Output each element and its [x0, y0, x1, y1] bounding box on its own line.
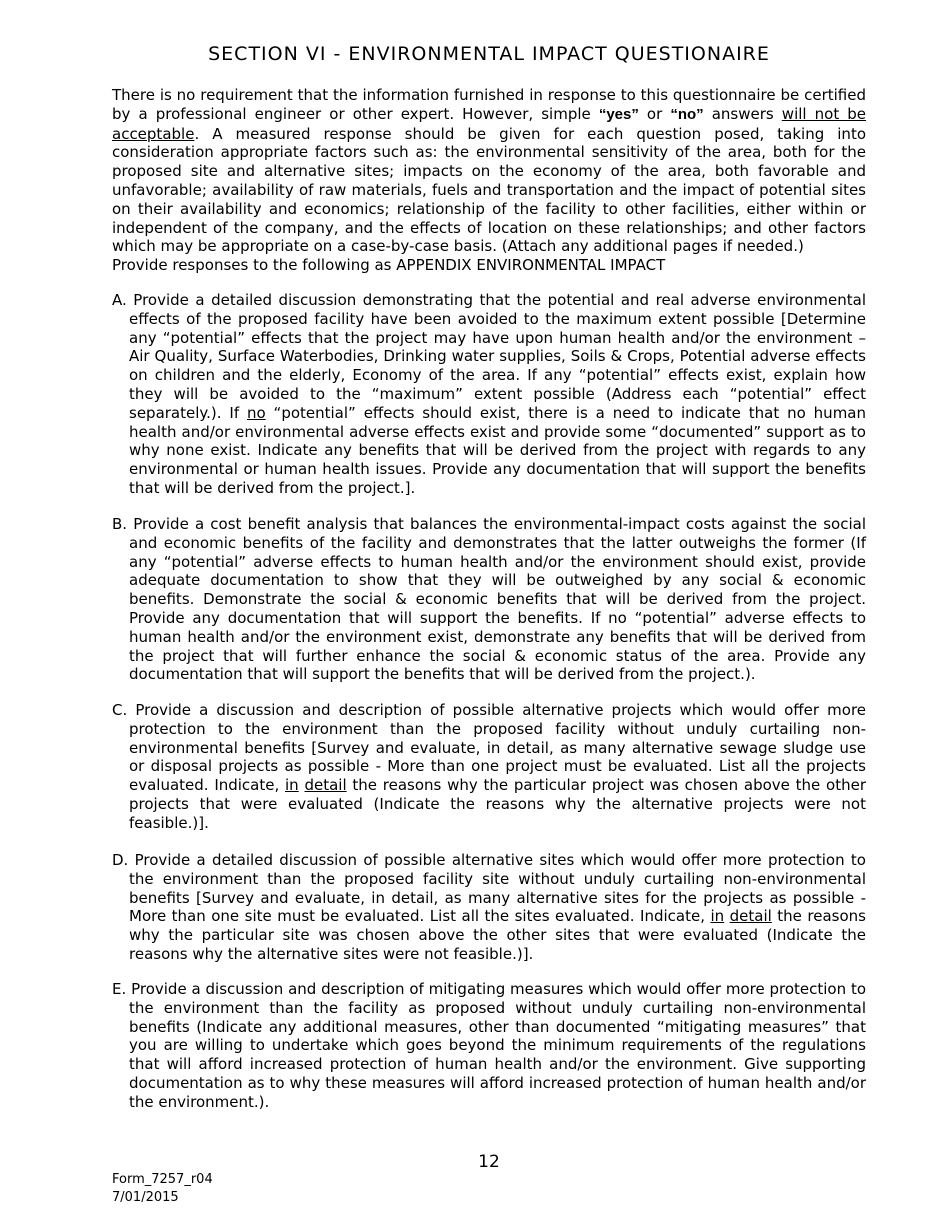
section-a	[112, 291, 866, 498]
intro-text-1: There is no requirement that the information furnished in response to this questionnaire be certified by a professional engineer or other expert. However, simple	[112, 86, 866, 123]
yes-quote: “yes”	[598, 105, 639, 123]
section-e-letter: E.	[112, 980, 132, 998]
intro-paragraph	[112, 86, 866, 275]
section-e	[112, 980, 866, 1112]
no-quote: “no”	[670, 105, 704, 123]
section-c-letter: C.	[112, 701, 136, 719]
section-d-detail: detail	[729, 907, 772, 926]
intro-appendix-instruction: Provide responses to the following as APPENDIX ENVIRONMENTAL IMPACT	[112, 256, 666, 275]
section-d-letter: D.	[112, 851, 135, 869]
section-a-text-2: “potential” effects should exist, there is a need to indicate that no human health and/or environmental adverse effects exist and provide some “documented” support as to why none exist. Indicate any benefits that will be derived from the project with regards to any environmental or human health issues. Provide any documentation that will support the benefits that will be derived from the project.].	[129, 403, 867, 497]
intro-text-3: . A measured response should be given for each question posed, taking into consideration appropriate factors such as: the environmental sensitivity of the area, both for the proposed site and alternative sites; impacts on the economy of the area, both favorable and unfavorable; availability of raw materials, fuels and transportation and the impact of potential sites on their availability and economics; relationship of the facility to other facilities, either within or independent of the company, and the effects of location on these relationships; and other factors which may be appropriate on a case-by-case basis. (Attach any additional pages if needed.)	[112, 124, 866, 256]
form-number: Form_7257_r04	[112, 1172, 213, 1187]
section-c-in: in	[285, 776, 299, 795]
section-b-text: Provide a cost benefit analysis that balances the environmental-impact costs against the social and economic benefits of the facility and demonstrates that the latter outweighs the former (If any “potential” adverse effects to human health and/or the environment should exist, provide adequate documentation to show that they will be outweighed by any social & economic benefits. Demonstrate the social & economic benefits that will be derived from the project. Provide any documentation that will support the benefits. If no “potential” adverse effects to human health and/or the environment exist, demonstrate any benefits that will be derived from the project that will further enhance the social & economic status of the area. Provide any documentation that will support the benefits that will be derived from the project.).	[129, 515, 866, 684]
section-c	[112, 701, 866, 833]
section-a-no: no	[246, 403, 266, 422]
section-a-letter: A.	[112, 291, 134, 309]
intro-or: or	[638, 104, 671, 123]
section-d-text-1: Provide a detailed discussion of possible alternative sites which would offer more protection to the environment than the proposed facility site without unduly curtailing non-environmental benefits [Survey and evaluate, in detail, as many alternative sites for the projects as possible - More than one site must be evaluated. List all the sites evaluated. Indicate,	[129, 851, 866, 926]
section-d-in: in	[710, 907, 725, 926]
section-c-text-1: Provide a discussion and description of possible alternative projects which would offer more protection to the environment than the proposed facility without unduly curtailing non-environmental benefits [Survey and evaluate, in detail, as many alternative sewage sludge use or disposal projects as possible - More than one project must be evaluated. List all the projects evaluated. Indicate,	[129, 701, 867, 795]
section-c-detail: detail	[304, 776, 347, 795]
section-c-text-2: the reasons why the particular project was chosen above the other projects that were evaluated (Indicate the reasons why the alternative projects were not feasible.)].	[129, 776, 866, 832]
not-acceptable-text: will not be acceptable	[112, 104, 867, 143]
page-number: 12	[478, 1152, 500, 1172]
form-date: 7/01/2015	[112, 1190, 179, 1205]
section-d-text-2: the reasons why the particular site was chosen above the other sites that were evaluated (Indicate the reasons why the alternative sites were not feasible.)].	[129, 907, 866, 963]
section-d	[112, 851, 866, 964]
section-a-text-1: Provide a detailed discussion demonstrating that the potential and real adverse environmental effects of the proposed facility have been avoided to the maximum extent possible [Determine any “potential” effects that the project may have upon human health and/or the environment – Air Quality, Surface Waterbodies, Drinking water supplies, Soils & Crops, Potential adverse effects on children and the elderly, Economy of the area. If any “potential” effects exist, explain how they will be avoided to the “maximum” extent possible (Address each “potential” effect separately.). If	[129, 291, 866, 422]
intro-text-2: answers	[703, 104, 782, 123]
section-b	[112, 515, 866, 684]
section-e-text: Provide a discussion and description of mitigating measures which would offer more protection to the environment than the facility as proposed without unduly curtailing non-environmental benefits (Indicate any additional measures, other than documented “mitigating measures” that you are willing to undertake which goes beyond the minimum requirements of the regulations that will afford increased protection of human health and/or the environment. Give supporting documentation as to why these measures will afford increased protection of human health and/or the environment.).	[129, 980, 866, 1111]
section-b-letter: B.	[112, 515, 134, 533]
page-title: SECTION VI - ENVIRONMENTAL IMPACT QUESTIONAIRE	[208, 43, 770, 65]
